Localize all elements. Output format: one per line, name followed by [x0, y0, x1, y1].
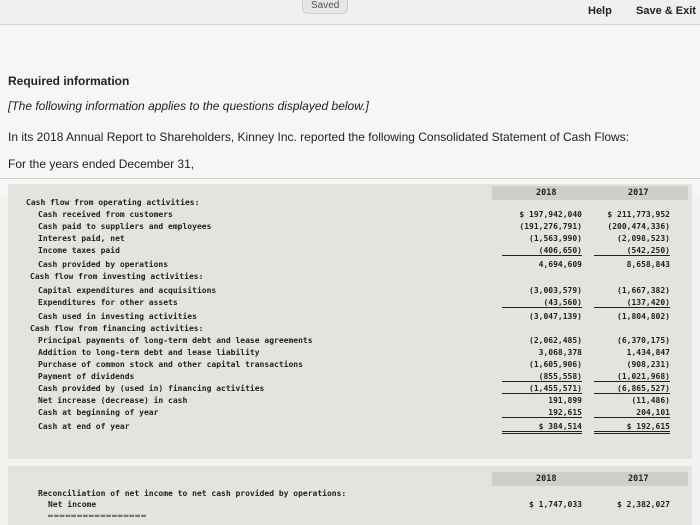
statement-row-label: Cash at beginning of year: [38, 408, 159, 417]
statement-value-2018: 192,615: [502, 408, 582, 418]
statement-value-2017: 1,434,847: [626, 348, 670, 357]
recon-year-2017: 2017: [628, 474, 649, 484]
statement-value-2017: (908,231): [626, 360, 670, 369]
applies-note: [The following information applies to the questions displayed below.]: [8, 99, 369, 113]
statement-row-label: Income taxes paid: [38, 246, 120, 255]
statement-row-label: Cash flow from operating activities:: [26, 198, 200, 207]
recon-year-2018: 2018: [536, 474, 557, 484]
statement-value-2017: (1,804,802): [617, 312, 670, 321]
top-toolbar: [0, 0, 700, 25]
required-info-heading: Required information: [8, 74, 130, 88]
statement-value-2017: (11,486): [631, 396, 670, 405]
statement-value-2018: (43,560): [502, 298, 582, 308]
statement-row-label: Purchase of common stock and other capital transactions: [38, 360, 303, 369]
reconciliation-section: [8, 466, 692, 525]
statement-row-label: Payment of dividends: [38, 372, 135, 381]
statement-value-2017: (1,021,968): [594, 372, 670, 382]
statement-value-2017: 8,658,843: [626, 260, 670, 269]
statement-value-2018: (1,563,990): [529, 234, 582, 243]
net-income-2017: $ 2,382,027: [617, 500, 670, 509]
statement-value-2017: (2,098,523): [617, 234, 670, 243]
truncated-row: ▬▬▬▬▬▬▬▬▬▬▬▬▬▬▬▬▬: [48, 511, 147, 520]
statement-row-label: Interest paid, net: [38, 234, 125, 243]
statement-value-2017: 204,101: [594, 408, 670, 418]
statement-row-label: Cash received from customers: [38, 210, 173, 219]
statement-value-2017: (1,667,382): [617, 286, 670, 295]
statement-row-label: Cash flow from investing activities:: [30, 272, 204, 281]
statement-value-2018: (1,605,906): [529, 360, 582, 369]
statement-row-label: Cash at end of year: [38, 422, 130, 431]
statement-value-2017: (542,250): [594, 246, 670, 256]
period-text: For the years ended December 31,: [8, 157, 195, 171]
intro-text: In its 2018 Annual Report to Shareholders, Kinney Inc. reported the following Consolidated Statement of Cash Flows:: [8, 130, 630, 144]
statement-value-2018: 4,694,609: [538, 260, 582, 269]
statement-value-2018: (191,276,791): [519, 222, 582, 231]
statement-row-label: Addition to long-term debt and lease liability: [38, 348, 260, 357]
statement-row-label: Cash provided by (used in) financing activities: [38, 384, 265, 393]
statement-value-2018: 3,068,378: [538, 348, 582, 357]
statement-value-2018: (855,558): [502, 372, 582, 382]
statement-value-2018: $ 197,942,040: [519, 210, 582, 219]
year-2017-header: 2017: [628, 188, 649, 198]
net-income-2018: $ 1,747,033: [529, 500, 582, 509]
statement-row-label: Cash provided by operations: [38, 260, 169, 269]
statement-value-2017: $ 192,615: [594, 422, 670, 434]
recon-title: Reconciliation of net income to net cash provided by operations:: [38, 489, 347, 498]
statement-value-2017: (200,474,336): [607, 222, 670, 231]
year-header-band: [492, 186, 688, 200]
statement-value-2017: (6,370,175): [617, 336, 670, 345]
help-button[interactable]: Help: [588, 5, 612, 17]
statement-row-label: Cash flow from financing activities:: [30, 324, 204, 333]
statement-value-2018: $ 384,514: [502, 422, 582, 434]
year-header-band: [492, 472, 688, 486]
statement-row-label: Cash used in investing activities: [38, 312, 197, 321]
statement-row-label: Principal payments of long-term debt and lease agreements: [38, 336, 313, 345]
statement-value-2018: (406,650): [502, 246, 582, 256]
year-2018-header: 2018: [536, 188, 557, 198]
statement-value-2018: (3,047,139): [529, 312, 582, 321]
statement-row-label: Net increase (decrease) in cash: [38, 396, 188, 405]
net-income-label: Net income: [48, 500, 97, 509]
statement-row-label: Cash paid to suppliers and employees: [38, 222, 212, 231]
save-exit-button[interactable]: Save & Exit: [636, 5, 696, 17]
statement-value-2017: $ 211,773,952: [607, 210, 670, 219]
statement-value-2018: (1,455,571): [502, 384, 582, 394]
statement-value-2017: (137,420): [594, 298, 670, 308]
statement-value-2017: (6,865,527): [594, 384, 670, 394]
statement-row-label: Expenditures for other assets: [38, 298, 178, 307]
statement-value-2018: 191,899: [548, 396, 582, 405]
divider: [0, 178, 700, 179]
statement-row-label: Capital expenditures and acquisitions: [38, 286, 217, 295]
statement-value-2018: (3,003,579): [529, 286, 582, 295]
saved-indicator: Saved: [302, 0, 348, 14]
cash-flow-statement: [8, 184, 692, 459]
statement-value-2018: (2,062,485): [529, 336, 582, 345]
